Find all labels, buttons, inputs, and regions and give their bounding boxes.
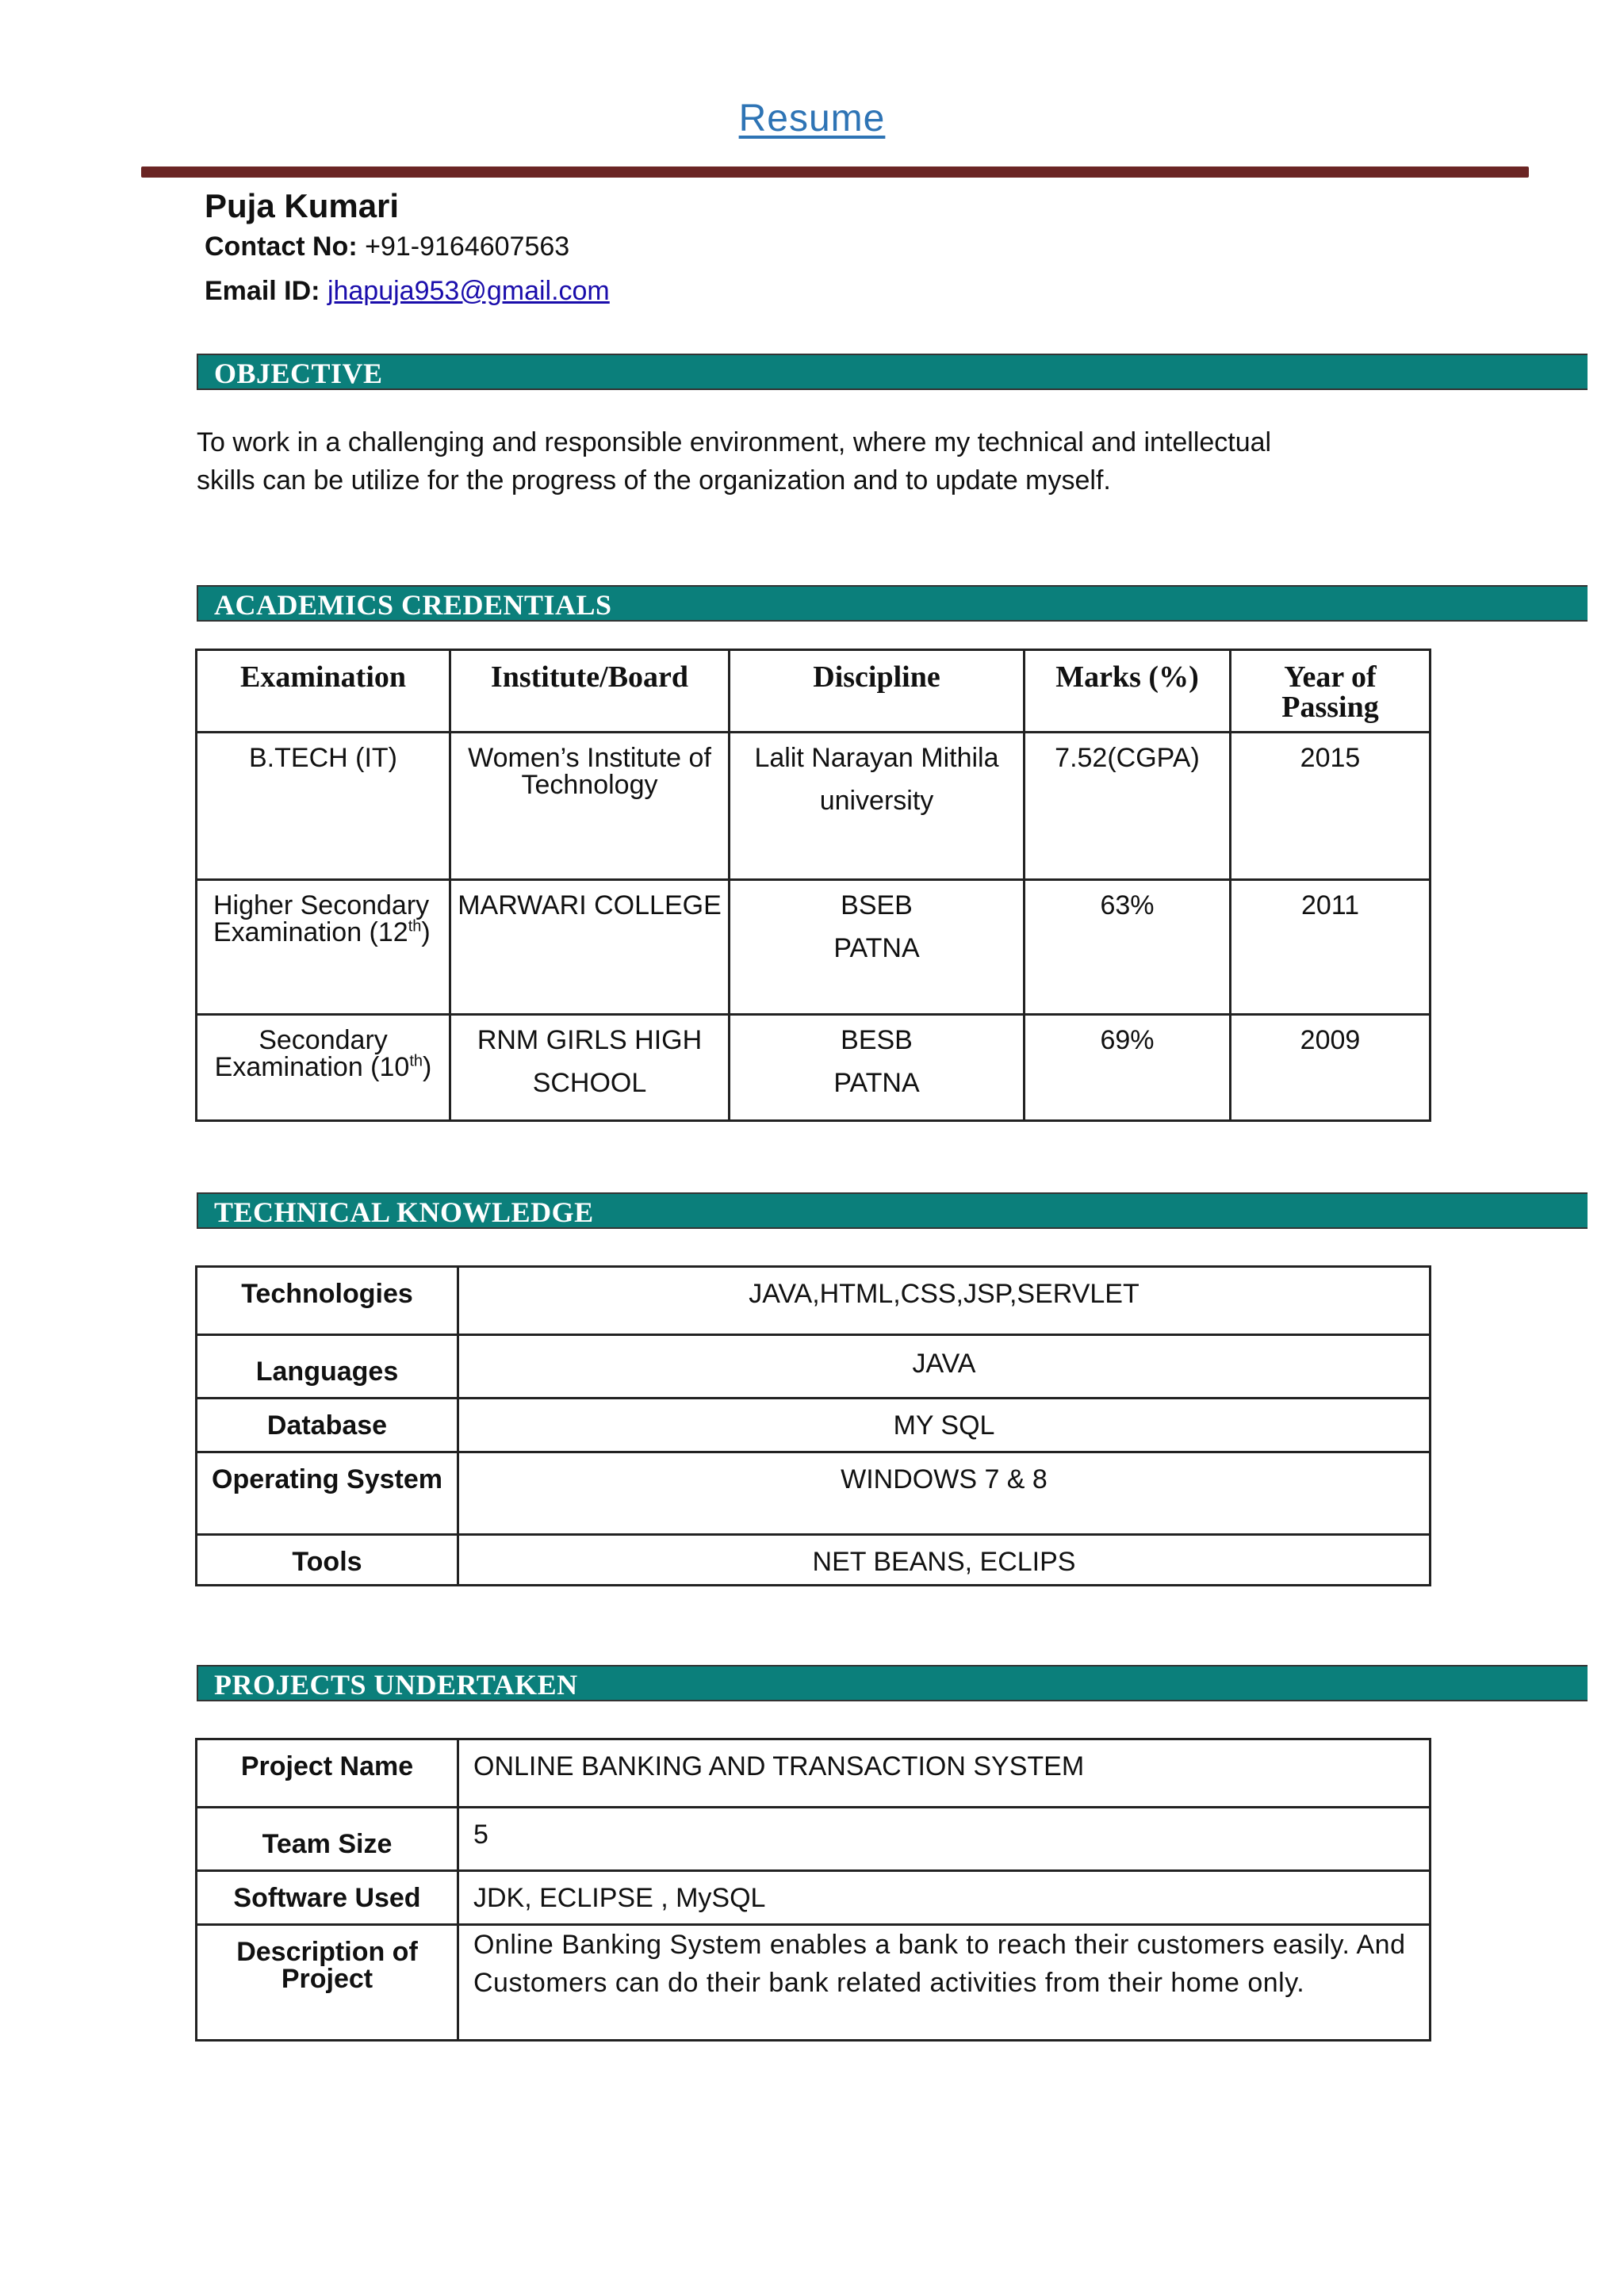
tech-key: Tools <box>197 1535 458 1586</box>
table-row <box>197 880 1431 1015</box>
table-row <box>197 1808 1431 1871</box>
table-row <box>197 1267 1431 1335</box>
tech-value: WINDOWS 7 & 8 <box>458 1452 1431 1535</box>
project-value: JDK, ECLIPSE , MySQL <box>458 1871 1431 1925</box>
year-cell: 2011 <box>1231 880 1431 1015</box>
technical-table <box>195 1265 1431 1586</box>
contact-value: +91-9164607563 <box>365 232 570 262</box>
header-discipline: Discipline <box>730 650 1025 733</box>
exam-cell: Secondary Examination (10th) <box>197 1015 450 1121</box>
table-row <box>197 1452 1431 1535</box>
tech-value: JAVA <box>458 1335 1431 1399</box>
project-key: Team Size <box>197 1808 458 1871</box>
institute-cell: MARWARI COLLEGE <box>450 880 730 1015</box>
tech-key: Languages <box>197 1335 458 1399</box>
header-institute: Institute/Board <box>450 650 730 733</box>
table-row <box>197 1739 1431 1808</box>
marks-cell: 63% <box>1025 880 1231 1015</box>
marks-cell: 7.52(CGPA) <box>1025 733 1231 880</box>
header-year: Year of Passing <box>1231 650 1431 733</box>
email-link[interactable]: jhapuja953@gmail.com <box>327 276 610 306</box>
discipline-cell: Lalit Narayan Mithila university <box>730 733 1025 880</box>
objective-text: To work in a challenging and responsible environment, where my technical and intellectual skills can be utilize for the progress of the organization and to update myself. <box>197 427 1272 496</box>
year-cell: 2009 <box>1231 1015 1431 1121</box>
projects-table <box>195 1738 1431 2042</box>
institute-cell: RNM GIRLS HIGH SCHOOL <box>450 1015 730 1121</box>
table-row <box>197 1925 1431 2041</box>
discipline-cell: BSEB PATNA <box>730 880 1025 1015</box>
project-value: 5 <box>458 1808 1431 1871</box>
project-key: Project Name <box>197 1739 458 1808</box>
table-row <box>197 1535 1431 1586</box>
section-academics: ACADEMICS CREDENTIALS <box>197 585 1588 622</box>
tech-key: Operating System <box>197 1452 458 1535</box>
contact-line <box>205 232 569 262</box>
table-header-row <box>197 650 1431 733</box>
project-description: Online Banking System enables a bank to reach their customers easily. And Customers can do their bank related activities from their home only. <box>458 1925 1431 2041</box>
table-row <box>197 1335 1431 1399</box>
table-row <box>197 1399 1431 1452</box>
institute-cell: Women’s Institute of Technology <box>450 733 730 880</box>
year-cell: 2015 <box>1231 733 1431 880</box>
header-marks: Marks (%) <box>1025 650 1231 733</box>
section-projects: PROJECTS UNDERTAKEN <box>197 1665 1588 1701</box>
project-key: Description of Project <box>197 1925 458 2041</box>
tech-key: Technologies <box>197 1267 458 1335</box>
section-objective: OBJECTIVE <box>197 354 1588 390</box>
section-technical: TECHNICAL KNOWLEDGE <box>197 1192 1588 1229</box>
exam-cell: Higher Secondary Examination (12th) <box>197 880 450 1015</box>
project-value: ONLINE BANKING AND TRANSACTION SYSTEM <box>458 1739 1431 1808</box>
table-row <box>197 1871 1431 1925</box>
candidate-name: Puja Kumari <box>205 187 400 224</box>
header-examination: Examination <box>197 650 450 733</box>
email-line <box>205 276 610 307</box>
marks-cell: 69% <box>1025 1015 1231 1121</box>
table-row <box>197 1015 1431 1121</box>
tech-key: Database <box>197 1399 458 1452</box>
exam-cell: B.TECH (IT) <box>197 733 450 880</box>
tech-value: MY SQL <box>458 1399 1431 1452</box>
page-title: Resume <box>738 98 886 140</box>
academics-table <box>195 649 1431 1122</box>
contact-label: Contact No: <box>205 232 358 262</box>
table-row <box>197 733 1431 880</box>
discipline-cell: BESB PATNA <box>730 1015 1025 1121</box>
email-label: Email ID: <box>205 276 320 306</box>
tech-value: JAVA,HTML,CSS,JSP,SERVLET <box>458 1267 1431 1335</box>
tech-value: NET BEANS, ECLIPS <box>458 1535 1431 1586</box>
header-rule <box>141 166 1529 178</box>
project-key: Software Used <box>197 1871 458 1925</box>
